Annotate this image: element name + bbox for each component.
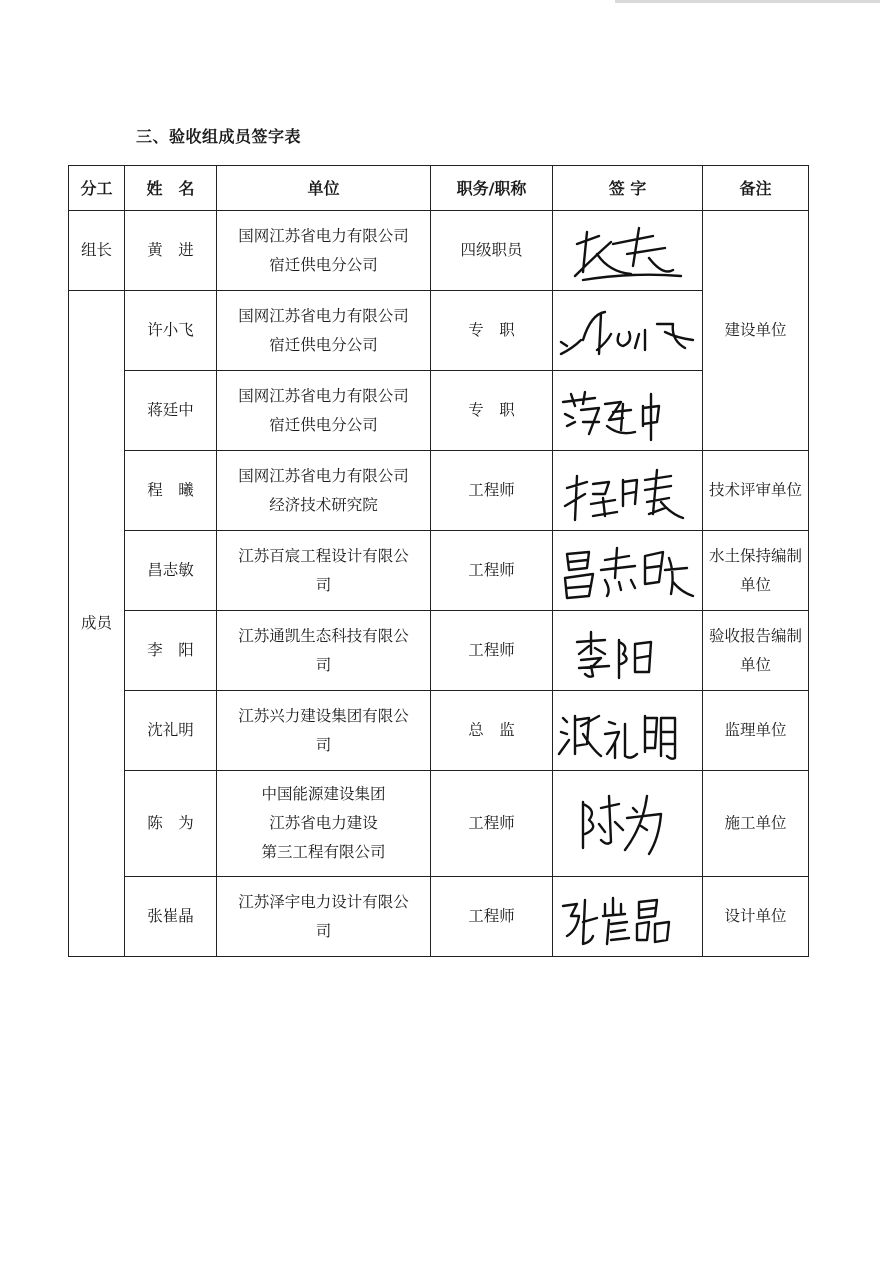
member-unit <box>217 771 431 877</box>
header-remark: 备注 <box>703 166 809 211</box>
signature-cell <box>553 771 703 877</box>
signature-cell <box>553 451 703 531</box>
signature-昌志敏 <box>553 534 703 608</box>
member-name: 黄 进 <box>125 211 217 291</box>
unit-line: 司 <box>315 735 332 754</box>
member-name: 张崔晶 <box>125 877 217 957</box>
unit-line: 第三工程有限公司 <box>261 843 386 861</box>
member-unit <box>217 611 431 691</box>
remark-soil-plan: 水土保持编制单位 <box>703 531 809 611</box>
signature-cell <box>553 371 703 451</box>
signature-cell <box>553 691 703 771</box>
table-row <box>69 371 809 451</box>
signature-cell <box>553 211 703 291</box>
header-signature: 签 字 <box>553 166 703 211</box>
table-row <box>69 211 809 291</box>
unit-line: 经济技术研究院 <box>269 495 378 514</box>
member-unit <box>217 291 431 371</box>
role-leader: 组长 <box>69 211 125 291</box>
member-position: 工程师 <box>431 771 553 877</box>
unit-line: 江苏泽宇电力设计有限公 <box>238 892 409 911</box>
member-position: 四级职员 <box>431 211 553 291</box>
header-row <box>69 166 809 211</box>
member-unit <box>217 371 431 451</box>
signature-沈礼明 <box>553 694 703 768</box>
signature-黄进 <box>553 214 703 288</box>
remark-report: 验收报告编制单位 <box>703 611 809 691</box>
member-position: 工程师 <box>431 451 553 531</box>
member-name: 蒋廷中 <box>125 371 217 451</box>
unit-line: 国网江苏省电力有限公司 <box>238 226 409 245</box>
role-member: 成员 <box>69 291 125 957</box>
member-unit <box>217 877 431 957</box>
unit-line: 中国能源建设集团 <box>261 785 386 803</box>
unit-line: 宿迁供电分公司 <box>269 415 378 434</box>
table-row <box>69 877 809 957</box>
unit-line: 司 <box>315 575 332 594</box>
unit-line: 宿迁供电分公司 <box>269 335 378 354</box>
scan-edge-line <box>615 0 880 3</box>
section-title: 三、验收组成员签字表 <box>136 127 302 146</box>
member-name: 陈 为 <box>125 771 217 877</box>
unit-line: 国网江苏省电力有限公司 <box>238 466 409 485</box>
member-name: 李 阳 <box>125 611 217 691</box>
signature-cell <box>553 291 703 371</box>
table-row <box>69 531 809 611</box>
member-name: 程 曦 <box>125 451 217 531</box>
remark-review: 技术评审单位 <box>703 451 809 531</box>
member-position: 工程师 <box>431 531 553 611</box>
member-name: 许小飞 <box>125 291 217 371</box>
header-unit: 单位 <box>217 166 431 211</box>
unit-line: 江苏省电力建设 <box>269 814 378 832</box>
remark-supervision: 监理单位 <box>703 691 809 771</box>
signature-蒋廷中 <box>553 374 703 448</box>
signature-许小飞 <box>553 294 703 368</box>
unit-line: 国网江苏省电力有限公司 <box>238 306 409 325</box>
table-row <box>69 291 809 371</box>
table-row <box>69 691 809 771</box>
signature-陈为 <box>553 774 703 874</box>
unit-line: 司 <box>315 921 332 940</box>
unit-line: 江苏百宸工程设计有限公 <box>238 546 409 565</box>
member-position: 总 监 <box>431 691 553 771</box>
member-unit <box>217 451 431 531</box>
signature-张崔晶 <box>553 880 703 954</box>
unit-line: 国网江苏省电力有限公司 <box>238 386 409 405</box>
table-row <box>69 771 809 877</box>
unit-line: 江苏通凯生态科技有限公 <box>238 626 409 645</box>
signature-李阳 <box>553 614 703 688</box>
member-name: 沈礼明 <box>125 691 217 771</box>
signature-table <box>68 165 809 957</box>
member-position: 工程师 <box>431 611 553 691</box>
table-row <box>69 611 809 691</box>
remark-construction-owner: 建设单位 <box>703 211 809 451</box>
member-unit <box>217 531 431 611</box>
table-row <box>69 451 809 531</box>
header-role: 分工 <box>69 166 125 211</box>
header-position: 职务/职称 <box>431 166 553 211</box>
unit-line: 宿迁供电分公司 <box>269 255 378 274</box>
remark-construction: 施工单位 <box>703 771 809 877</box>
signature-cell <box>553 877 703 957</box>
signature-cell <box>553 531 703 611</box>
member-name: 昌志敏 <box>125 531 217 611</box>
signature-cell <box>553 611 703 691</box>
signature-程曦 <box>553 454 703 528</box>
member-position: 专 职 <box>431 291 553 371</box>
unit-line: 江苏兴力建设集团有限公 <box>238 706 409 725</box>
member-position: 专 职 <box>431 371 553 451</box>
member-unit <box>217 691 431 771</box>
remark-design: 设计单位 <box>703 877 809 957</box>
member-position: 工程师 <box>431 877 553 957</box>
header-name: 姓 名 <box>125 166 217 211</box>
unit-line: 司 <box>315 655 332 674</box>
member-unit <box>217 211 431 291</box>
